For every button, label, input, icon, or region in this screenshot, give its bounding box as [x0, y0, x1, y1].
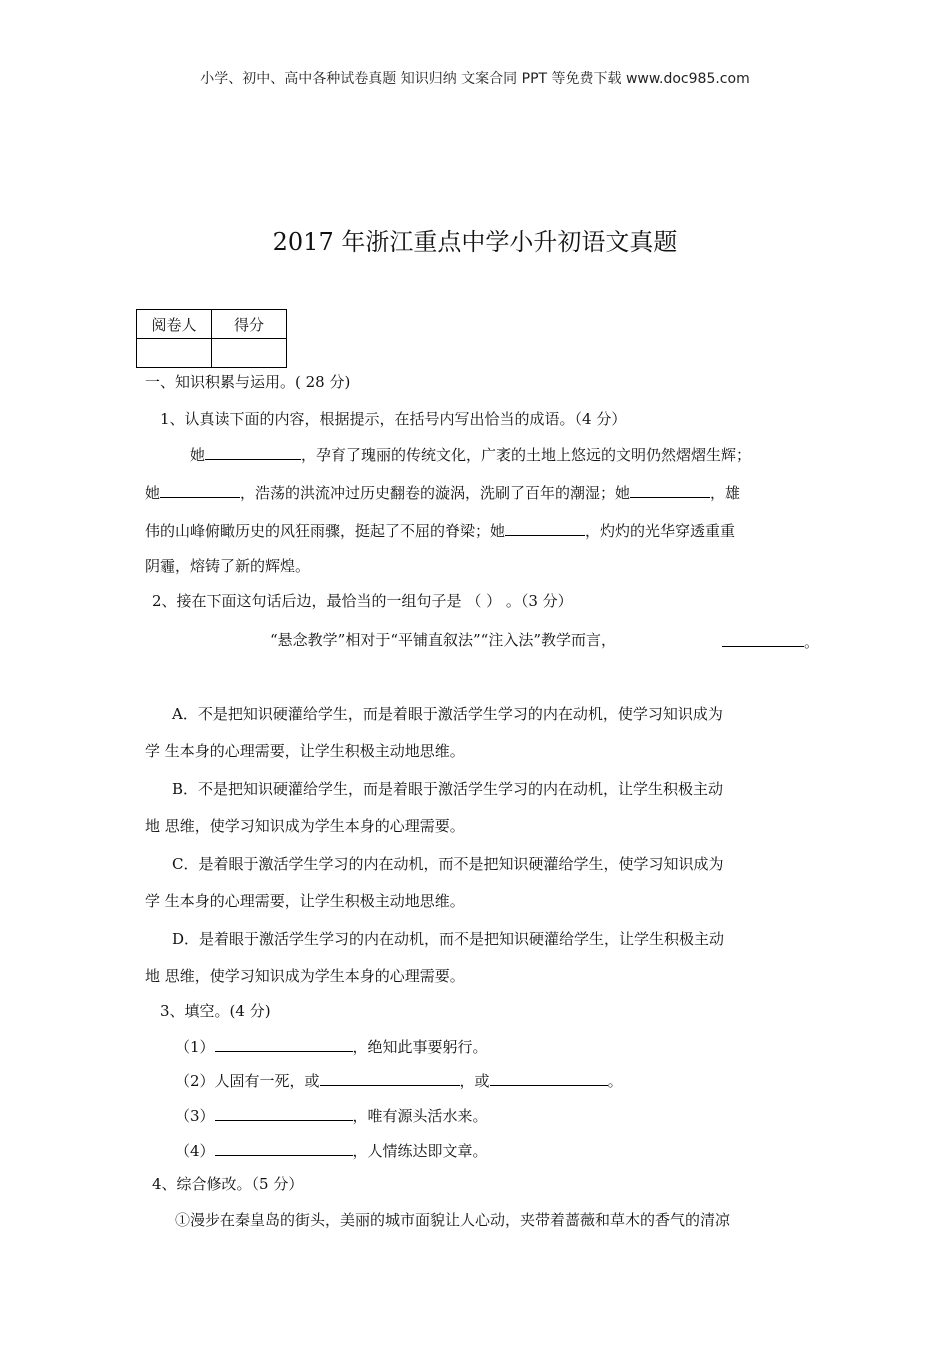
q3-text: ，绝知此事要躬行。 — [352, 1038, 488, 1056]
q2-stem — [270, 630, 616, 650]
q2-stem-end: 。 — [804, 633, 820, 651]
q3-blank-2[interactable] — [320, 1069, 460, 1086]
q1-line-3 — [145, 519, 735, 541]
q3-text: ，唯有源头活水来。 — [352, 1107, 488, 1125]
q3-prompt: 3、填空。(4 分) — [160, 1002, 271, 1020]
page-title: 2017 年浙江重点中学小升初语文真题 — [272, 228, 678, 256]
q3-text: （1） — [175, 1038, 215, 1056]
q2-option-d-line-1: D．是着眼于激活学生学习的内在动机，而不是把知识硬灌给学生，让学生积极主动 — [172, 930, 725, 948]
q1-blank-1[interactable] — [205, 443, 301, 460]
q1-blank-4[interactable] — [505, 519, 585, 536]
q1-line-2 — [145, 481, 740, 503]
q1-blank-2[interactable] — [160, 481, 240, 498]
q2-option-c-line-2: 学 生本身的心理需要，让学生积极主动地思维。 — [145, 892, 465, 910]
q3-blank-4[interactable] — [215, 1104, 353, 1121]
q1-blank-3[interactable] — [630, 481, 710, 498]
q2-option-a-line-2: 学 生本身的心理需要，让学生积极主动地思维。 — [145, 742, 465, 760]
score-header: 得分 — [212, 310, 287, 339]
q3-text: （2）人固有一死，或 — [175, 1072, 320, 1090]
score-cell[interactable] — [212, 339, 287, 368]
q3-item-4 — [175, 1139, 488, 1161]
q3-text: 。 — [607, 1072, 623, 1090]
q3-text: ，或 — [459, 1072, 490, 1090]
q3-text: （4） — [175, 1142, 215, 1160]
q2-option-d-line-2: 地 思维，使学习知识成为学生本身的心理需要。 — [145, 967, 465, 985]
q1-line-1 — [190, 443, 751, 465]
q2-option-c-line-1: C．是着眼于激活学生学习的内在动机，而不是把知识硬灌给学生，使学习知识成为 — [172, 855, 724, 873]
q3-text: （3） — [175, 1107, 215, 1125]
q1-text: ，浩荡的洪流冲过历史翻卷的漩涡，洗刷了百年的潮湿；她 — [240, 484, 631, 502]
q1-text: 她 — [145, 484, 161, 502]
page-header: 小学、初中、高中各种试卷真题 知识归纳 文案合同 PPT 等免费下载 www.doc985.com — [200, 71, 750, 87]
q3-blank-3[interactable] — [490, 1069, 608, 1086]
q4-passage-line-1: ①漫步在秦皇岛的街头，美丽的城市面貌让人心动，夹带着蔷薇和草木的香气的清凉 — [175, 1211, 731, 1229]
q2-option-b-line-2: 地 思维，使学习知识成为学生本身的心理需要。 — [145, 817, 465, 835]
q3-item-2 — [175, 1069, 623, 1091]
section-1-heading: 一、知识积累与运用。( 28 分) — [145, 373, 351, 391]
q2-option-a-line-1: A．不是把知识硬灌给学生，而是着眼于激活学生学习的内在动机，使学习知识成为 — [172, 705, 723, 723]
q1-text: 她 — [190, 446, 206, 464]
q1-prompt: 1、认真读下面的内容，根据提示，在括号内写出恰当的成语。（4 分） — [160, 410, 627, 428]
q2-stem-blank-group — [722, 630, 819, 652]
q2-option-b-line-1: B．不是把知识硬灌给学生，而是着眼于激活学生学习的内在动机，让学生积极主动 — [172, 780, 724, 798]
score-table — [136, 309, 287, 368]
q2-stem-text: “悬念教学”相对于“平铺直叙法”“注入法”教学而言， — [270, 631, 617, 649]
grader-cell[interactable] — [137, 339, 212, 368]
q2-blank[interactable] — [722, 630, 804, 647]
q1-text: ，雄 — [710, 484, 741, 502]
q1-text: ，灼灼的光华穿透重重 — [585, 522, 736, 540]
q2-prompt: 2、接在下面这句话后边，最恰当的一组句子是 （ ） 。（3 分） — [152, 592, 573, 610]
q1-text: 伟的山峰俯瞰历史的风狂雨骤，挺起了不屈的脊梁；她 — [145, 522, 506, 540]
q3-blank-5[interactable] — [215, 1139, 353, 1156]
q3-text: ，人情练达即文章。 — [352, 1142, 488, 1160]
q3-item-3 — [175, 1104, 488, 1126]
q3-item-1 — [175, 1035, 488, 1057]
q1-text: ，孕育了瑰丽的传统文化，广袤的土地上悠远的文明仍然熠熠生辉； — [301, 446, 752, 464]
q4-prompt: 4、综合修改。（5 分） — [152, 1175, 304, 1193]
q1-line-4: 阴霾，熔铸了新的辉煌。 — [145, 557, 311, 575]
grader-header: 阅卷人 — [137, 310, 212, 339]
q3-blank-1[interactable] — [215, 1035, 353, 1052]
